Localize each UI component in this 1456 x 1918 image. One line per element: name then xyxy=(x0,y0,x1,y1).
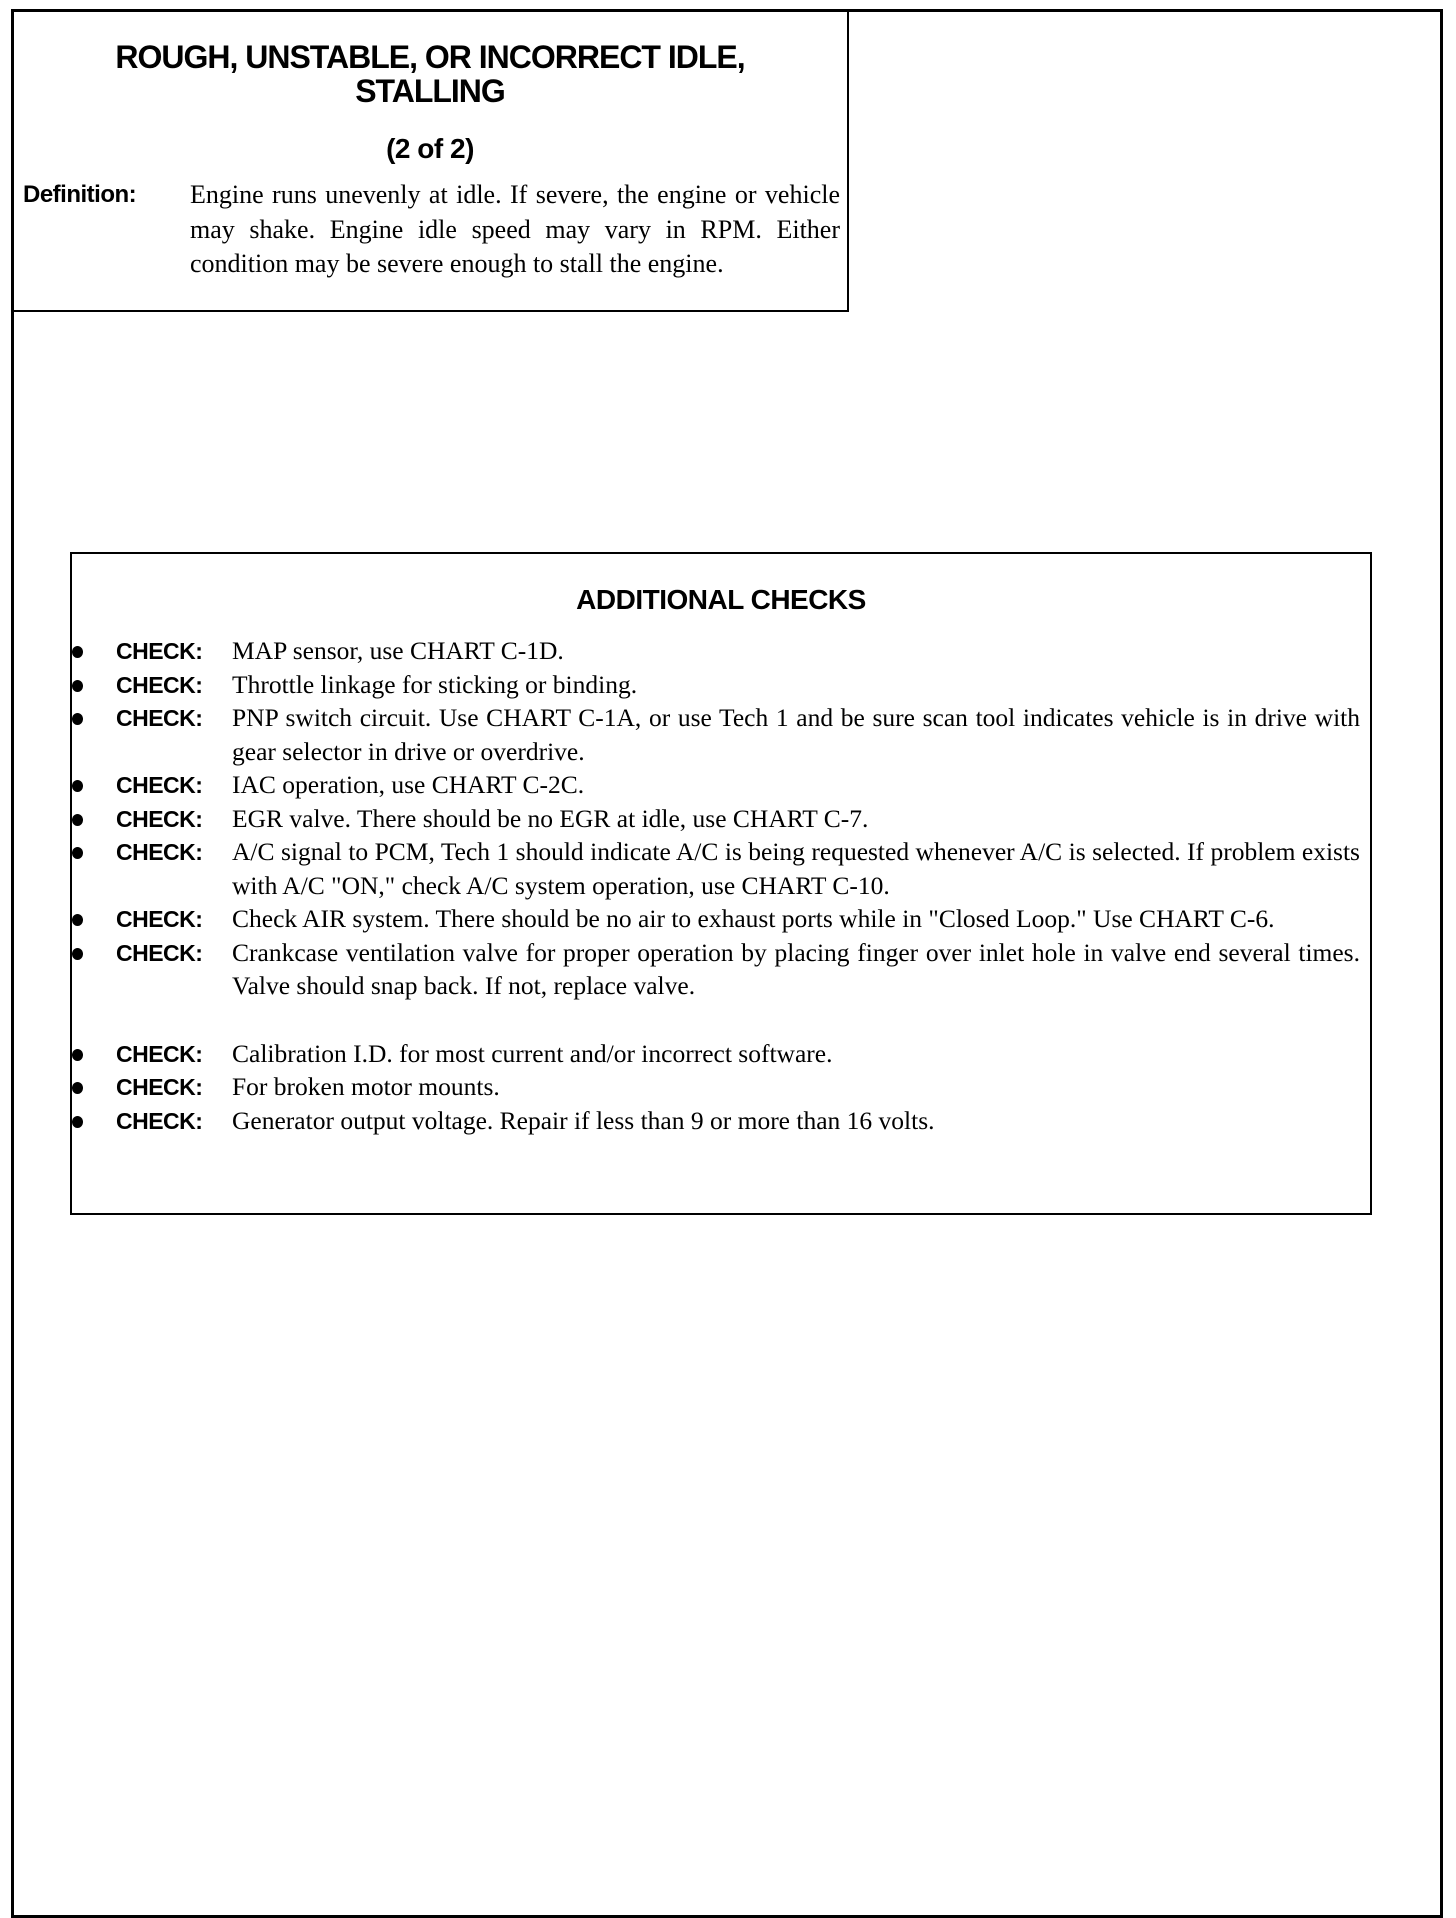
check-text: Crankcase ventilation valve for proper operation by placing finger over inlet hole in valve end several times. Valve should snap back. If not, replace valve. xyxy=(232,937,1360,1000)
check-item xyxy=(72,1037,1370,1071)
check-item xyxy=(72,768,1370,802)
check-text: IAC operation, use CHART C-2C. xyxy=(232,770,585,799)
page-title-line-2: STALLING xyxy=(355,73,505,109)
definition-label: Definition: xyxy=(23,181,137,208)
check-label: CHECK: xyxy=(116,671,203,698)
check-text: For broken motor mounts. xyxy=(232,1072,500,1101)
title-box xyxy=(11,9,849,312)
check-label: CHECK: xyxy=(116,638,203,664)
bullet-icon xyxy=(72,948,83,960)
bullet-icon xyxy=(72,646,83,658)
check-label: CHECK: xyxy=(116,906,203,932)
additional-checks-heading: ADDITIONAL CHECKS xyxy=(576,584,866,615)
check-text: PNP switch circuit. Use CHART C-1A, or use Tech 1 and be sure scan tool indicates vehicle is in drive with gear selector in drive or overdrive. xyxy=(232,703,1360,766)
check-item xyxy=(72,668,1370,702)
page-indicator: (2 of 2) xyxy=(386,133,474,164)
check-item xyxy=(72,802,1370,836)
bullet-icon xyxy=(72,780,83,792)
bullet-icon xyxy=(72,1116,83,1128)
check-text: A/C signal to PCM, Tech 1 should indicate A/C is being requested whenever A/C is selected. If problem exists with A/C "ON," check A/C system operation, use CHART C-10. xyxy=(232,837,1360,900)
check-item xyxy=(72,701,1370,768)
check-item xyxy=(72,936,1370,1003)
check-text: Generator output voltage. Repair if less than 9 or more than 16 volts. xyxy=(232,1105,935,1135)
check-label: CHECK: xyxy=(116,1107,203,1134)
checks-list xyxy=(72,634,1370,1137)
check-text: Check AIR system. There should be no air to exhaust ports while in "Closed Loop." Use CHART C-6. xyxy=(232,904,1275,933)
check-label: CHECK: xyxy=(116,839,203,865)
check-item xyxy=(72,1104,1370,1138)
check-label: CHECK: xyxy=(116,1074,203,1100)
bullet-icon xyxy=(72,914,83,926)
check-item xyxy=(72,835,1370,902)
page-title-line-1: ROUGH, UNSTABLE, OR INCORRECT IDLE, xyxy=(115,39,745,75)
check-text: Throttle linkage for sticking or binding. xyxy=(232,669,638,699)
check-label: CHECK: xyxy=(116,939,203,966)
check-item xyxy=(72,902,1370,936)
check-text: EGR valve. There should be no EGR at idle, use CHART C-7. xyxy=(232,803,869,833)
bullet-icon xyxy=(72,1082,83,1094)
definition-text: Engine runs unevenly at idle. If severe, the engine or vehicle may shake. Engine idle speed may vary in RPM. Either condition may be severe enough to stall the engine. xyxy=(190,180,840,278)
check-label: CHECK: xyxy=(116,805,203,832)
check-label: CHECK: xyxy=(116,705,203,731)
check-label: CHECK: xyxy=(116,772,203,798)
bullet-icon xyxy=(72,680,83,692)
check-label: CHECK: xyxy=(116,1040,203,1067)
bullet-icon xyxy=(72,814,83,826)
check-item xyxy=(72,634,1370,668)
bullet-icon xyxy=(72,1049,83,1061)
bullet-icon xyxy=(72,847,83,859)
check-text: MAP sensor, use CHART C-1D. xyxy=(232,636,564,665)
bullet-icon xyxy=(72,713,83,725)
additional-checks-box xyxy=(70,552,1372,1215)
check-item xyxy=(72,1070,1370,1104)
check-text: Calibration I.D. for most current and/or incorrect software. xyxy=(232,1038,833,1068)
